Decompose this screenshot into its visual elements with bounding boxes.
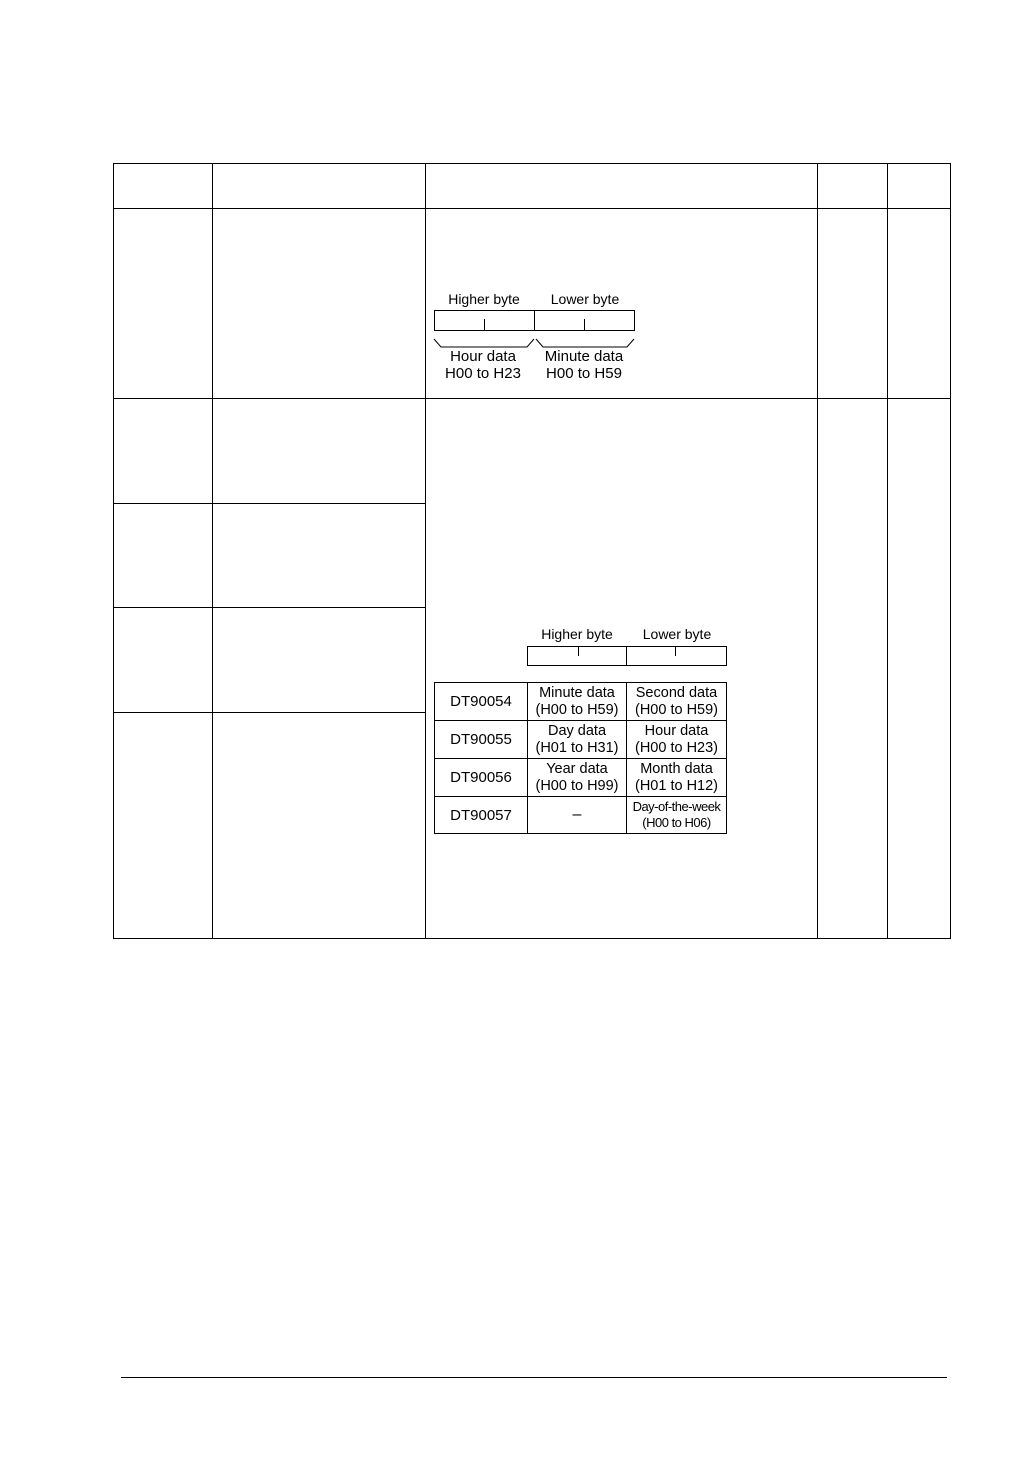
higher-byte-label: Higher byte xyxy=(448,291,520,307)
footer-rule xyxy=(121,1377,947,1378)
high-byte-range: (H00 to H99) xyxy=(535,777,619,794)
register-high-byte-cell xyxy=(528,683,626,720)
high-byte-label: Year data xyxy=(546,760,608,777)
register-low-byte-cell xyxy=(627,759,726,796)
low-byte-range: (H00 to H23) xyxy=(634,739,718,756)
register-high-byte-cell xyxy=(528,721,626,758)
register-low-byte-cell xyxy=(627,721,726,758)
minute-data-range: H00 to H59 xyxy=(546,365,622,382)
register-name: DT90055 xyxy=(450,731,512,748)
hour-data-range: H00 to H23 xyxy=(445,365,521,382)
register-name: DT90056 xyxy=(450,769,512,786)
register-low-byte-cell xyxy=(627,797,726,833)
register-name: DT90054 xyxy=(450,693,512,710)
register-name: DT90057 xyxy=(450,806,512,824)
register-low-byte-cell xyxy=(627,683,726,720)
low-byte-range: (H00 to H06) xyxy=(642,815,711,830)
lower-byte-label: Lower byte xyxy=(550,291,620,307)
low-byte-label: Hour data xyxy=(644,722,709,739)
low-byte-label: Second data xyxy=(635,684,718,701)
high-byte-range: (H01 to H31) xyxy=(535,739,619,756)
high-byte-label: Day data xyxy=(547,722,607,739)
low-byte-range: (H01 to H12) xyxy=(634,777,718,794)
low-byte-range: (H00 to H59) xyxy=(634,701,718,718)
low-byte-label: Day-of-the-week xyxy=(632,799,721,814)
high-byte-label: Minute data xyxy=(539,684,615,701)
higher-byte-label: Higher byte xyxy=(541,626,613,642)
lower-byte-label: Lower byte xyxy=(642,626,712,642)
register-high-byte-cell xyxy=(528,759,626,796)
register-high-byte-cell: – xyxy=(572,806,582,823)
hour-data-label: Hour data xyxy=(450,348,516,365)
nibble-tick xyxy=(675,646,676,656)
low-byte-label: Month data xyxy=(640,760,713,777)
high-byte-range: (H00 to H59) xyxy=(535,701,619,718)
register-word-box xyxy=(527,646,727,666)
minute-data-label: Minute data xyxy=(544,348,624,365)
byte-divider xyxy=(626,646,627,666)
nibble-tick xyxy=(578,646,579,656)
